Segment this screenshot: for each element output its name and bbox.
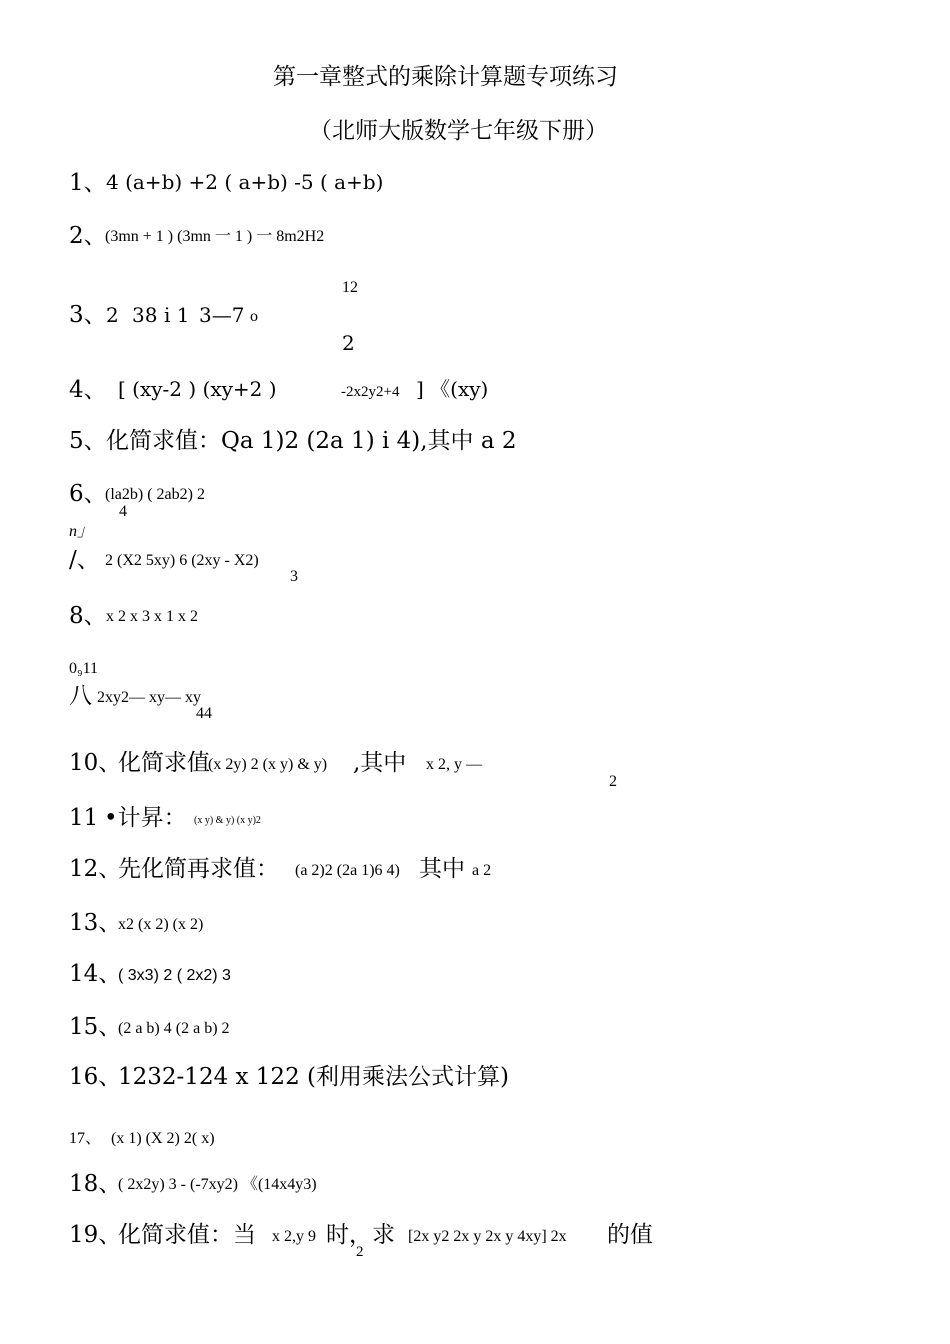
problem-ending: 的值 (607, 1222, 653, 1248)
problem-number: 5、 (69, 428, 107, 454)
problem-number: 17、 (69, 1130, 102, 1147)
problem-expression: (a 2)2 (2a 1)6 4) (295, 862, 400, 879)
problem-number: 18、 (69, 1171, 122, 1197)
problem-expression: (la2b) ( 2ab2) 2 (105, 486, 205, 503)
expression-part: 38 (132, 303, 158, 327)
subscript: 2 (342, 331, 355, 355)
subscript: 3 (290, 568, 298, 585)
problem-number: 6、 (69, 481, 107, 507)
problem-expression: 2xy2— xy— xy (97, 689, 201, 706)
problem-number: 2、 (69, 223, 107, 249)
problem-text: 化简求值：Qa 1)2 (2a 1) i 4),其中 a 2 (106, 428, 517, 454)
condition: x 2, y — (426, 756, 482, 773)
superscript: 12 (342, 279, 358, 296)
problem-expression: 2 (X2 5xy) 6 (2xy - X2) (105, 552, 259, 569)
subscript: 4 (119, 503, 127, 520)
problem-expression: x2 (x 2) (x 2) (118, 916, 204, 933)
condition-label: ,其中 (353, 750, 407, 776)
problem-expression: (3mn + 1 ) (3mn 一 1 ) 一 8m2H2 (105, 228, 325, 245)
problem-number: 4、 (69, 377, 107, 403)
problem-number: 12、 (69, 856, 122, 882)
problem-expression: [2x y2 2x y 2x y 4xy] 2x (408, 1228, 567, 1245)
expression-part: 2 (106, 303, 119, 327)
problem-number: 10、 (69, 750, 122, 776)
problem-number: 3、 (69, 302, 107, 328)
expression-part: [ (xy-2 ) (xy+2 ) (118, 377, 277, 401)
problem-number: 19、 (69, 1222, 122, 1248)
problem-label: 化简求值 (118, 750, 210, 776)
problem-expression: (x y) & y) (x y)2 (194, 815, 261, 826)
problem-text: 1232-124 x 122 (利用乘法公式计算) (118, 1064, 509, 1090)
problem-expression: ( 3x3) 2 ( 2x2) 3 (118, 967, 231, 984)
problem-number: 1、 (69, 170, 107, 196)
expression-part: ] 《(xy) (416, 377, 489, 401)
problem-number: 八 (69, 683, 92, 709)
problem-number: 11 (69, 805, 99, 831)
problem-expression: (2 a b) 4 (2 a b) 2 (118, 1020, 230, 1037)
problem-label: •计昇： (104, 805, 187, 831)
problem-expression: ( 2x2y) 3 - (-7xy2) 《(14x4y3) (118, 1176, 317, 1193)
expression-part: -2x2y2+4 (341, 384, 400, 400)
subscript: 2 (609, 773, 617, 790)
condition-label: 其中 (419, 856, 465, 882)
expression-part: 3—7 (199, 303, 245, 327)
stray-mark: 0₉11 (69, 660, 98, 677)
problem-number: 16、 (69, 1064, 122, 1090)
problem-label: 化简求值：当 (118, 1222, 256, 1248)
condition-label: 时，求 (326, 1222, 395, 1248)
expression-part: i 1 (164, 303, 190, 327)
subscript: 2 (356, 1244, 364, 1260)
problem-expression: x 2 x 3 x 1 x 2 (106, 608, 198, 625)
problem-number: 15、 (69, 1014, 122, 1040)
problem-expression: 4 (a+b) +2 ( a+b) -5 ( a+b) (106, 170, 384, 194)
problem-number: 8、 (69, 603, 107, 629)
problem-label: 先化简再求值： (118, 856, 279, 882)
problem-expression: (x 2y) 2 (x y) & y) (208, 756, 328, 773)
problem-number: 13、 (69, 910, 122, 936)
expression-part: o (250, 308, 258, 325)
stray-mark: n」 (69, 523, 94, 540)
condition: a 2 (472, 862, 492, 879)
page-subtitle: （北师大版数学七年级下册） (309, 118, 608, 144)
problem-number: /、 (69, 547, 100, 573)
subscript: 44 (196, 705, 212, 722)
page-title: 第一章整式的乘除计算题专项练习 (273, 64, 618, 90)
problem-expression: (x 1) (X 2) 2( x) (111, 1130, 215, 1147)
condition: x 2,y 9 (272, 1228, 316, 1245)
problem-number: 14、 (69, 961, 122, 987)
